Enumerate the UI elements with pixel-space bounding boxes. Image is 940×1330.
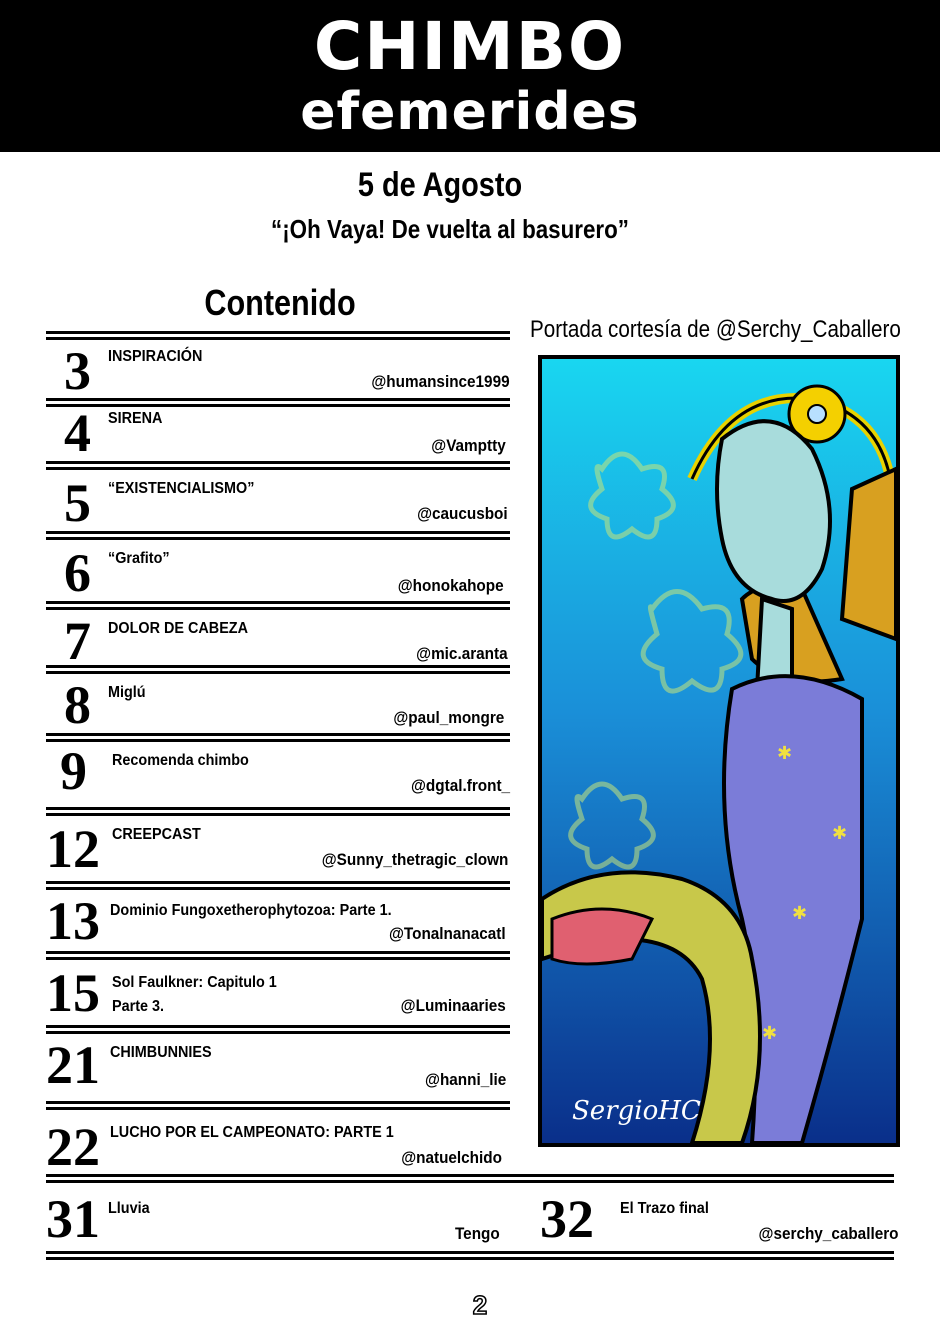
divider <box>46 601 510 610</box>
entry-title: SIRENA <box>108 410 163 427</box>
entry-title: INSPIRACIÓN <box>108 348 203 365</box>
entry-title: Miglú <box>108 684 146 701</box>
entry-title: DOLOR DE CABEZA <box>108 620 249 637</box>
artist-signature: SergioHC <box>572 1096 701 1126</box>
divider <box>46 1251 894 1260</box>
divider <box>46 531 510 540</box>
svg-text:✱: ✱ <box>762 1023 778 1044</box>
entry-title: CREEPCAST <box>112 826 201 843</box>
divider <box>46 1101 510 1110</box>
divider <box>46 881 510 890</box>
divider <box>46 807 510 816</box>
cover-illustration <box>538 355 900 1147</box>
entry-page: 4 <box>64 403 91 463</box>
contents-heading: Contenido <box>204 282 356 323</box>
entry-author: Tengo <box>455 1224 500 1243</box>
entry-author: @honokahope <box>398 576 504 595</box>
divider <box>46 665 510 674</box>
entry-author: @dgtal.front_ <box>410 776 510 795</box>
divider <box>46 733 510 742</box>
entry-page: 15 <box>46 963 100 1023</box>
entry-author: @caucusboi <box>417 504 508 523</box>
entry-title: Lluvia <box>108 1200 150 1217</box>
contents-entry[interactable] <box>46 472 510 533</box>
entry-page: 22 <box>46 1117 100 1177</box>
contents-entry[interactable] <box>46 1112 510 1177</box>
contents-entry[interactable] <box>46 403 510 463</box>
entry-page: 12 <box>46 819 100 879</box>
page-number: 2 <box>472 1290 488 1320</box>
contents-entry[interactable] <box>46 674 510 735</box>
entry-title: CHIMBUNNIES <box>110 1044 212 1061</box>
entry-author: @Vamptty <box>431 436 506 455</box>
entry-page: 9 <box>60 741 87 801</box>
entry-page: 5 <box>64 473 91 533</box>
entry-title: Sol Faulkner: Capitulo 1 <box>112 974 277 991</box>
entry-title: El Trazo final <box>620 1200 709 1217</box>
svg-text:✱: ✱ <box>832 823 848 844</box>
issue-date: 5 de Agosto <box>357 166 523 204</box>
logo-efemerides: efemerides <box>300 82 640 142</box>
contents-entry[interactable] <box>46 610 510 671</box>
entry-title: “Grafito” <box>108 550 170 567</box>
issue-subtitle: “¡Oh Vaya! De vuelta al basurero” <box>271 214 629 244</box>
logo-chimbo: CHIMBO <box>313 8 627 85</box>
divider <box>46 1025 510 1034</box>
entry-page: 21 <box>46 1035 100 1095</box>
entry-page: 3 <box>64 341 91 401</box>
contents-entry[interactable] <box>46 962 510 1022</box>
svg-text:✱: ✱ <box>792 903 808 924</box>
entry-author: @paul_mongre <box>393 708 504 727</box>
entry-author: @hanni_lie <box>424 1070 506 1089</box>
cover-art <box>542 359 896 1143</box>
entry-author: @Tonalnanacatl <box>389 924 506 943</box>
entry-title: “EXISTENCIALISMO” <box>108 480 255 497</box>
entry-author: @Luminaaries <box>400 996 506 1015</box>
cover-credit: Portada cortesía de @Serchy_Caballero <box>530 316 901 343</box>
divider <box>46 1174 894 1183</box>
entry-author: @humansince1999 <box>371 372 510 391</box>
entry-page: 32 <box>540 1189 594 1249</box>
entry-title: Recomenda chimbo <box>112 752 249 769</box>
contents-entry[interactable] <box>540 1188 898 1248</box>
entry-title: Dominio Fungoxetherophytozoa: Parte 1. <box>110 902 392 919</box>
entry-author: @mic.aranta <box>416 644 508 663</box>
entry-title-continued: Parte 3. <box>112 998 165 1015</box>
entry-page: 7 <box>64 611 91 671</box>
contents-entry[interactable] <box>46 1188 500 1248</box>
contents-entry[interactable] <box>46 741 510 804</box>
contents-entry[interactable] <box>46 542 510 603</box>
contents-entry[interactable] <box>46 341 510 401</box>
divider <box>46 461 510 470</box>
entry-page: 8 <box>64 675 91 735</box>
contents-entry[interactable] <box>46 1034 510 1098</box>
svg-text:✱: ✱ <box>777 743 793 764</box>
entry-author: @serchy_caballero <box>758 1224 898 1243</box>
entry-page: 6 <box>64 543 91 603</box>
entry-page: 31 <box>46 1189 100 1249</box>
entry-title: LUCHO POR EL CAMPEONATO: PARTE 1 <box>110 1124 394 1141</box>
masthead <box>0 0 940 152</box>
contents-entry[interactable] <box>46 818 510 878</box>
divider <box>46 331 510 340</box>
divider <box>46 951 510 960</box>
entry-page: 13 <box>46 891 100 951</box>
contents-entry[interactable] <box>46 891 510 951</box>
entry-author: @natuelchido <box>401 1148 502 1167</box>
entry-author: @Sunny_thetragic_clown <box>321 850 508 869</box>
